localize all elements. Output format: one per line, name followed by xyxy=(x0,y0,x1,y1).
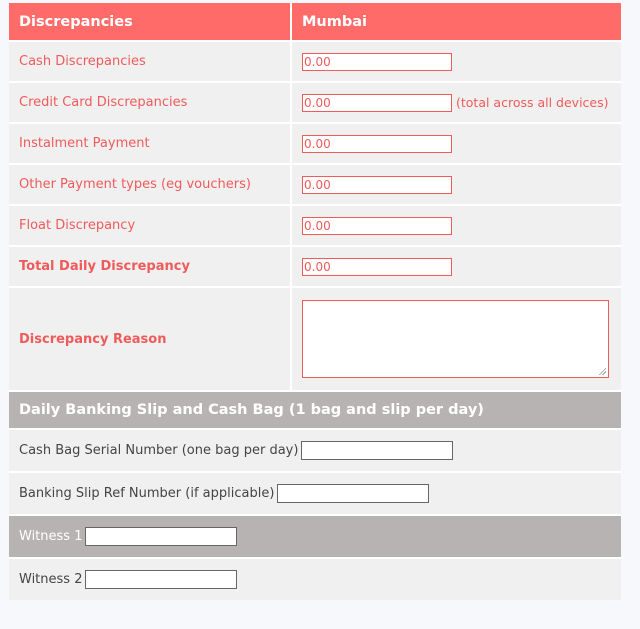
field-label: Other Payment types (eg vouchers) xyxy=(9,165,292,204)
float-discrepancy-row xyxy=(9,206,621,247)
field-label: Discrepancy Reason xyxy=(9,288,292,390)
discrepancy-reason-textarea[interactable] xyxy=(302,300,609,378)
credit-card-discrepancies-input[interactable] xyxy=(302,94,452,112)
cash-bag-serial-row xyxy=(9,430,621,471)
cash-discrepancies-input[interactable] xyxy=(302,53,452,71)
other-payment-row xyxy=(9,165,621,206)
instalment-payment-input[interactable] xyxy=(302,135,452,153)
resize-grip-icon[interactable] xyxy=(598,367,606,375)
discrepancy-form xyxy=(9,3,621,600)
field-label: Instalment Payment xyxy=(9,124,292,163)
cash-bag-serial-input[interactable] xyxy=(301,441,453,460)
banking-slip-ref-input[interactable] xyxy=(277,484,429,503)
table-header xyxy=(9,3,621,42)
witness-1-input[interactable] xyxy=(85,527,237,546)
total-discrepancy-input[interactable] xyxy=(302,258,452,276)
cash-discrepancies-row xyxy=(9,42,621,83)
field-label: Witness 1 xyxy=(19,529,83,544)
discrepancy-reason-row xyxy=(9,288,621,392)
banking-section-title: Daily Banking Slip and Cash Bag (1 bag and slip per day) xyxy=(9,392,621,428)
field-label: Total Daily Discrepancy xyxy=(9,247,292,286)
instalment-payment-row xyxy=(9,124,621,165)
field-label: Cash Bag Serial Number (one bag per day) xyxy=(19,443,299,458)
witness-2-row xyxy=(9,559,621,600)
header-location: Mumbai xyxy=(302,13,367,30)
witness-1-row xyxy=(9,516,621,557)
credit-card-discrepancies-row xyxy=(9,83,621,124)
credit-card-note: (total across all devices) xyxy=(456,95,609,110)
field-label: Float Discrepancy xyxy=(9,206,292,245)
banking-slip-ref-row xyxy=(9,473,621,514)
other-payment-input[interactable] xyxy=(302,176,452,194)
total-discrepancy-row xyxy=(9,247,621,288)
witness-2-input[interactable] xyxy=(85,570,237,589)
float-discrepancy-input[interactable] xyxy=(302,217,452,235)
field-label: Witness 2 xyxy=(19,572,83,587)
header-discrepancies: Discrepancies xyxy=(9,3,292,40)
field-label: Banking Slip Ref Number (if applicable) xyxy=(19,486,275,501)
field-label: Credit Card Discrepancies xyxy=(9,83,292,122)
field-label: Cash Discrepancies xyxy=(9,42,292,81)
